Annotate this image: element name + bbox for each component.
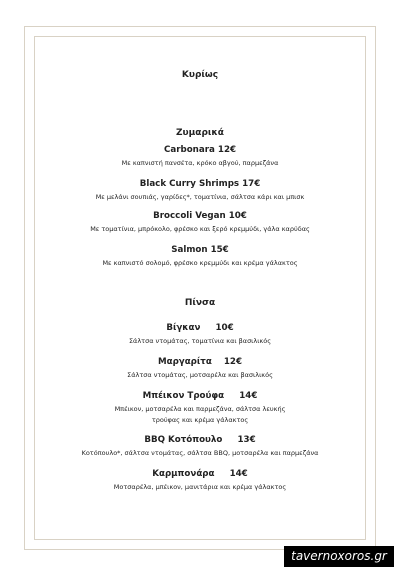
- menu-item-black-curry-shrimps: [34, 178, 366, 203]
- item-title: Καρμπονάρα 14€: [152, 469, 248, 479]
- item-title: Black Curry Shrimps 17€: [139, 179, 261, 189]
- item-title: Broccoli Vegan 10€: [153, 211, 247, 221]
- item-title: Μπέικον Τρούφα 14€: [142, 391, 258, 401]
- inner-frame: [34, 36, 366, 540]
- item-title: Μαργαρίτα 12€: [157, 357, 243, 367]
- section-title-pinsa: Πίνσα: [184, 298, 216, 308]
- menu-item-salmon: [34, 244, 366, 269]
- menu-item-carbonara-pinsa: [34, 468, 366, 493]
- item-description: Με καπνιστή πανσέτα, κρόκο αβγού, παρμεζάνα: [121, 159, 279, 167]
- site-watermark: tavernoxoros.gr: [284, 546, 394, 567]
- menu-item-vegan: [34, 322, 366, 347]
- item-description: Με μελάνι σουπιάς, γαρίδες*, τοματίνια, σάλτσα κάρι και μπισκ: [95, 193, 305, 201]
- item-title: Βίγκαν 10€: [166, 323, 234, 333]
- menu-item-bacon-truffle: [34, 390, 366, 426]
- menu-item-carbonara: [34, 144, 366, 169]
- item-description: Σάλτσα ντομάτας, τοματίνια και βασιλικός: [128, 337, 272, 345]
- item-description: Κοτόπουλο*, σάλτσα ντομάτας, σάλτσα BBQ, μοτσαρέλα και παρμεζάνα: [81, 449, 319, 457]
- item-title: BBQ Κοτόπουλο 13€: [144, 435, 256, 445]
- item-description: Με τοματίνια, μπρόκολο, φρέσκο και ξερό κρεμμύδι, γάλα καρύδας: [90, 225, 310, 233]
- main-title: Κυρίως: [181, 70, 219, 80]
- item-title: Carbonara 12€: [163, 145, 237, 155]
- menu-item-bbq-chicken: [34, 434, 366, 459]
- item-description: Σάλτσα ντομάτας, μοτσαρέλα και βασιλικός: [127, 371, 273, 379]
- item-description: Με καπνιστό σολομό, φρέσκο κρεμμύδι και κρέμα γάλακτος: [102, 259, 298, 267]
- item-title: Salmon 15€: [171, 245, 229, 255]
- item-description: Μοτσαρέλα, μπέικον, μανιτάρια και κρέμα γάλακτος: [113, 483, 287, 491]
- section-title-pasta: Ζυμαρικά: [176, 128, 224, 138]
- menu-item-broccoli-vegan: [34, 210, 366, 235]
- menu-item-margherita: [34, 356, 366, 381]
- item-description: Μπέικον, μοτσαρέλα και παρμεζάνα, σάλτσα λευκής τρούφας και κρέμα γάλακτος: [114, 405, 286, 424]
